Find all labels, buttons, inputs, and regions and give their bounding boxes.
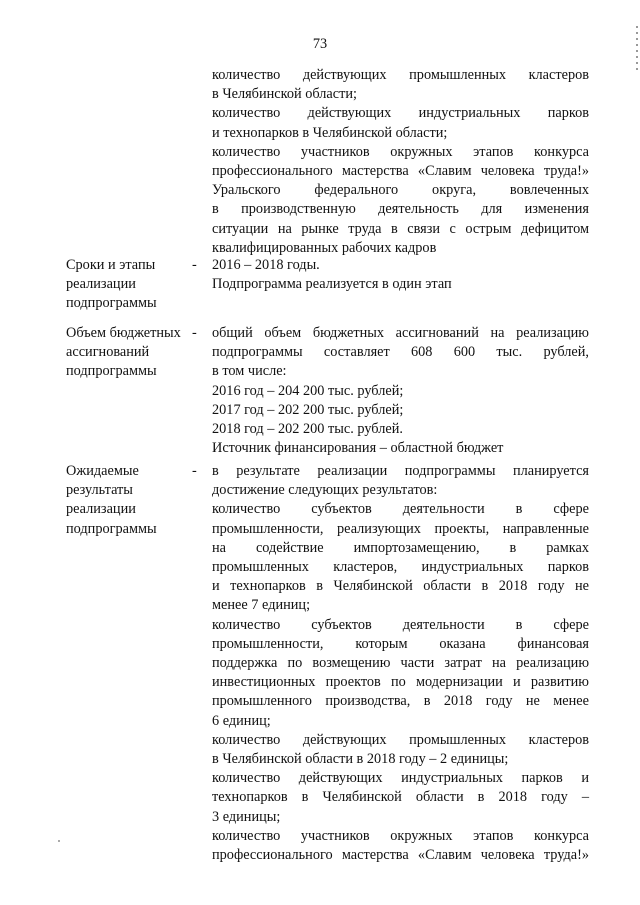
- text-line: промышленности, которым оказана финансовая: [212, 635, 589, 652]
- text-line: ситуации на рынке труда в связи с острым дефицитом: [212, 220, 589, 237]
- text-line: инвестиционных проектов по модернизации и развитию: [212, 674, 589, 691]
- text-line: Источник финансирования – областной бюджет: [212, 440, 504, 457]
- text-line: количество участников окружных этапов конкурса: [212, 143, 589, 160]
- text-line: 2018 год – 202 200 тыс. рублей.: [212, 421, 403, 437]
- text-line: квалифицированных рабочих кадров: [212, 239, 437, 256]
- text-line: в Челябинской области;: [212, 86, 357, 103]
- page-number: 73: [312, 36, 328, 52]
- section-label: Объем бюджетных ассигнований подпрограммы: [66, 325, 181, 380]
- text-line: промышленных кластеров, индустриальных парков: [212, 559, 589, 575]
- text-line: и технопарков в Челябинской области;: [212, 124, 448, 141]
- section-dash: -: [192, 463, 197, 479]
- scan-edge-marks: [636, 26, 638, 74]
- section-label: Сроки и этапы реализации подпрограммы: [66, 257, 157, 312]
- text-line: промышленности, реализующих проекты, направленные: [212, 520, 589, 537]
- text-line: 2016 год – 204 200 тыс. рублей;: [212, 382, 404, 399]
- text-line: количество участников окружных этапов конкурса: [212, 827, 589, 844]
- text-line: количество действующих индустриальных парков: [212, 105, 589, 122]
- text-line: в производственную деятельность для изменения: [212, 201, 589, 218]
- text-line: профессионального мастерства «Славим человека труда!»: [212, 163, 589, 179]
- text-line: поддержка по возмещению части затрат на реализацию: [212, 655, 589, 671]
- text-line: Уральского федерального округа, вовлеченных: [212, 182, 589, 199]
- text-line: количество действующих индустриальных парков и: [212, 770, 589, 787]
- text-line: 3 единицы;: [212, 808, 281, 825]
- text-line: менее 7 единиц;: [212, 597, 311, 614]
- text-line: промышленного производства, в 2018 году не менее: [212, 693, 589, 710]
- text-line: профессионального мастерства «Славим человека труда!»: [212, 847, 589, 863]
- text-line: на содействие импортозамещению, в рамках: [212, 539, 589, 556]
- text-line: в Челябинской области в 2018 году – 2 единицы;: [212, 751, 509, 767]
- section-dash: -: [192, 325, 197, 341]
- section-dash: -: [192, 257, 197, 273]
- text-line: количество действующих промышленных кластеров: [212, 67, 589, 83]
- section-label: Ожидаемые результаты реализации подпрограммы: [66, 463, 157, 537]
- text-line: достижение следующих результатов:: [212, 482, 438, 499]
- text-line: Подпрограмма реализуется в один этап: [212, 276, 452, 293]
- text-line: в результате реализации подпрограммы планируется: [212, 463, 589, 479]
- text-line: количество субъектов деятельности в сфере: [212, 501, 589, 518]
- text-line: общий объем бюджетных ассигнований на реализацию: [212, 325, 589, 341]
- text-line: в том числе:: [212, 363, 287, 380]
- text-line: технопарков в Челябинской области в 2018 году –: [212, 789, 589, 806]
- text-line: и технопарков в Челябинской области в 2018 году не: [212, 578, 589, 595]
- text-line: количество действующих промышленных кластеров: [212, 731, 589, 748]
- text-line: 2017 год – 202 200 тыс. рублей;: [212, 401, 404, 418]
- text-line: количество субъектов деятельности в сфере: [212, 616, 589, 633]
- text-line: 6 единиц;: [212, 712, 271, 729]
- text-line: 2016 – 2018 годы.: [212, 257, 320, 273]
- text-line: подпрограммы составляет 608 600 тыс. рублей,: [212, 344, 589, 361]
- scan-speck: [58, 840, 60, 842]
